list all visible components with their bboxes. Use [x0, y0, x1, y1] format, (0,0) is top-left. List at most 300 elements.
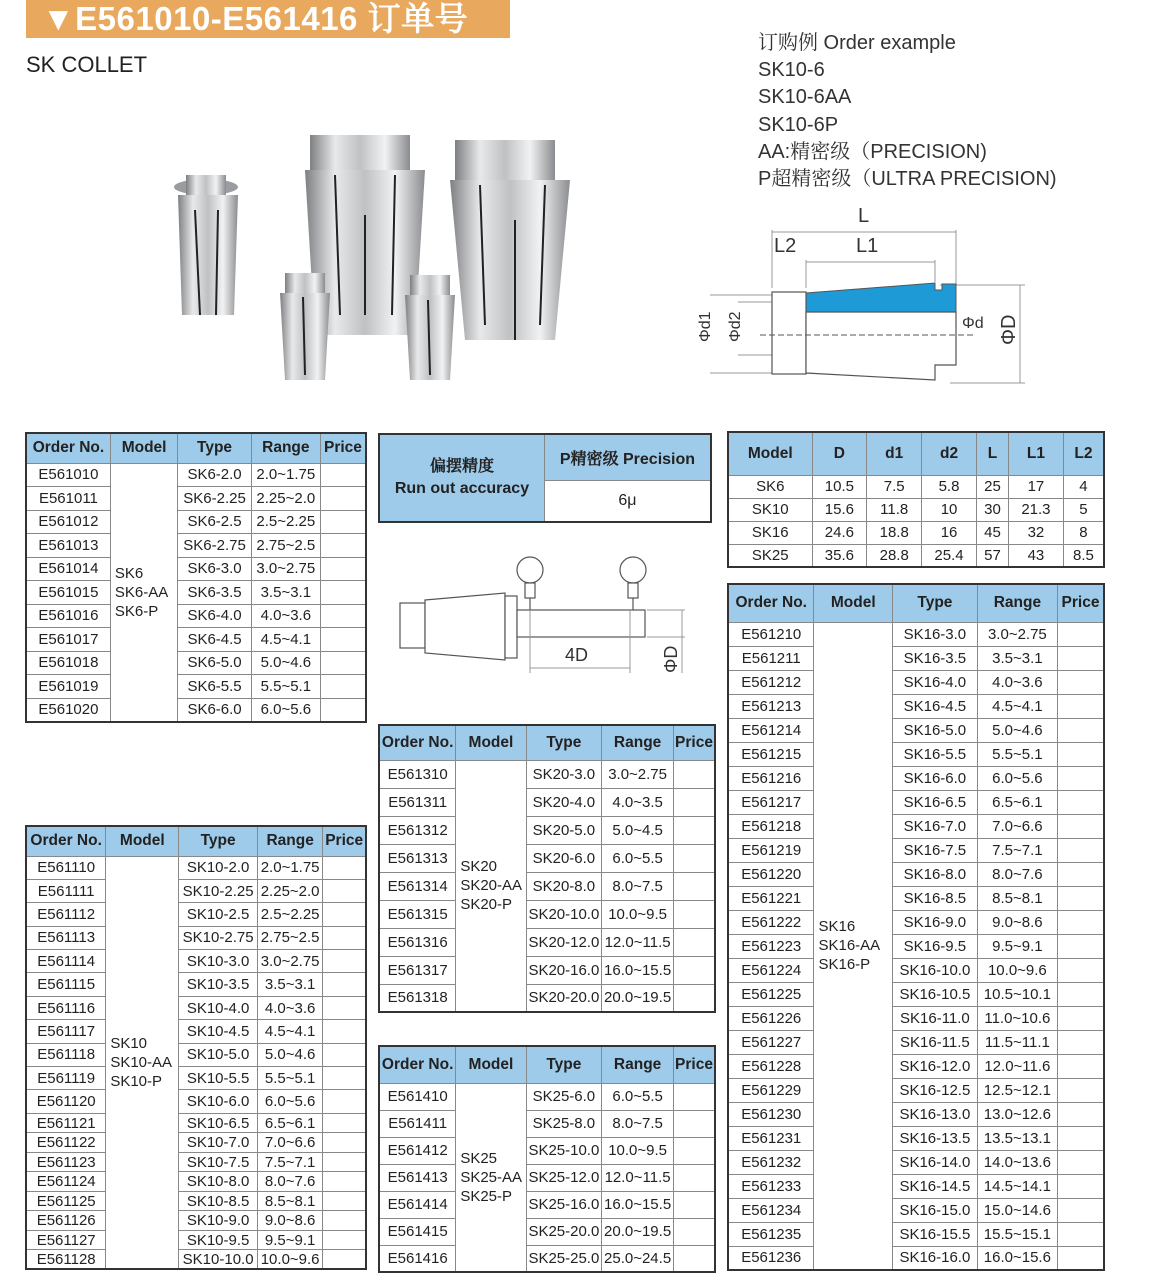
collet-small-1	[280, 273, 330, 380]
range-cell: 9.5~9.1	[977, 934, 1057, 958]
order-number: E561413	[379, 1164, 456, 1191]
range-cell: 5.0~4.6	[977, 718, 1057, 742]
price-cell	[323, 1113, 366, 1133]
table-row	[728, 838, 1104, 862]
type-cell: SK20-5.0	[526, 816, 602, 844]
order-number: E561017	[26, 628, 110, 652]
type-cell: SK16-4.5	[893, 694, 978, 718]
collet-small-2	[405, 275, 455, 380]
order-number: E561120	[26, 1090, 106, 1113]
range-cell: 3.0~2.75	[251, 557, 320, 581]
order-number: E561112	[26, 903, 106, 926]
range-cell: 5.0~4.5	[602, 816, 674, 844]
price-cell	[323, 1191, 366, 1211]
table-cell: 10	[922, 498, 977, 521]
column-header-range: Range	[602, 1046, 674, 1083]
price-cell	[320, 675, 366, 699]
price-cell	[1058, 862, 1104, 886]
column-header-price: Price	[673, 1046, 715, 1083]
table-row	[26, 581, 366, 605]
price-cell	[323, 879, 366, 902]
table-row	[728, 1222, 1104, 1246]
type-cell: SK10-8.0	[179, 1172, 258, 1192]
type-cell: SK20-20.0	[526, 984, 602, 1012]
table-row	[379, 1137, 715, 1164]
type-cell: SK16-9.0	[893, 910, 978, 934]
type-cell: SK10-5.5	[179, 1067, 258, 1090]
table-row	[379, 760, 715, 788]
range-cell: 12.0~11.5	[602, 928, 674, 956]
type-cell: SK20-6.0	[526, 844, 602, 872]
table-cell: 17	[1009, 475, 1064, 498]
type-cell: SK16-5.5	[893, 742, 978, 766]
table-row	[379, 1245, 715, 1272]
table-row	[728, 862, 1104, 886]
label-diameter: ΦD	[661, 645, 681, 673]
price-cell	[673, 788, 715, 816]
table-row	[26, 1067, 366, 1090]
price-cell	[673, 1110, 715, 1137]
price-cell	[1058, 1102, 1104, 1126]
order-number: E561222	[728, 910, 814, 934]
range-cell: 14.0~13.6	[977, 1150, 1057, 1174]
type-cell: SK10-2.25	[179, 879, 258, 902]
price-cell	[673, 900, 715, 928]
order-number: E561014	[26, 557, 110, 581]
price-cell	[323, 1152, 366, 1172]
price-cell	[1058, 1006, 1104, 1030]
table-row	[379, 816, 715, 844]
table-row	[26, 926, 366, 949]
model-cell	[106, 856, 179, 1269]
column-header-orderno: Order No.	[26, 433, 110, 463]
price-cell	[673, 1218, 715, 1245]
table-cell: 4	[1063, 475, 1104, 498]
range-cell: 25.0~24.5	[602, 1245, 674, 1272]
price-cell	[1058, 622, 1104, 646]
range-cell: 8.0~7.6	[977, 862, 1057, 886]
order-number: E561314	[379, 872, 456, 900]
range-cell: 16.0~15.5	[602, 1191, 674, 1218]
table-row	[728, 498, 1104, 521]
range-cell: 3.0~2.75	[602, 760, 674, 788]
range-cell: 5.5~5.1	[977, 742, 1057, 766]
price-cell	[1058, 1174, 1104, 1198]
type-cell: SK10-3.0	[179, 950, 258, 973]
order-number: E561412	[379, 1137, 456, 1164]
range-cell: 6.0~5.6	[977, 766, 1057, 790]
table-cell: 25	[976, 475, 1008, 498]
table-row	[26, 1020, 366, 1043]
dimensions-table	[727, 431, 1105, 568]
table-row	[728, 1198, 1104, 1222]
order-number: E561126	[26, 1211, 106, 1231]
type-cell: SK6-3.0	[178, 557, 251, 581]
label-4d: 4D	[565, 645, 589, 665]
type-cell: SK10-2.0	[179, 856, 258, 879]
price-cell	[1058, 1054, 1104, 1078]
price-cell	[1058, 670, 1104, 694]
type-cell: SK10-4.0	[179, 996, 258, 1019]
price-cell	[673, 844, 715, 872]
range-cell: 9.0~8.6	[977, 910, 1057, 934]
type-cell: SK16-3.5	[893, 646, 978, 670]
type-cell: SK16-14.5	[893, 1174, 978, 1198]
type-cell: SK10-8.5	[179, 1191, 258, 1211]
table-row	[26, 996, 366, 1019]
range-cell: 12.5~12.1	[977, 1078, 1057, 1102]
column-header-type: Type	[179, 826, 258, 856]
price-cell	[323, 1090, 366, 1113]
order-number: E561232	[728, 1150, 814, 1174]
price-cell	[320, 628, 366, 652]
table-cell: 8	[1063, 521, 1104, 544]
range-cell: 2.25~2.0	[257, 879, 322, 902]
range-cell: 5.0~4.6	[257, 1043, 322, 1066]
type-cell: SK16-13.5	[893, 1126, 978, 1150]
price-cell	[323, 1067, 366, 1090]
table-row	[26, 1250, 366, 1270]
label-L2: L2	[774, 235, 797, 257]
order-number: E561124	[26, 1172, 106, 1192]
column-header-orderno: Order No.	[379, 1046, 456, 1083]
table-row	[26, 487, 366, 511]
table-row	[728, 475, 1104, 498]
column-header: L1	[1009, 432, 1064, 475]
precision-column-header: P精密级 Precision	[544, 434, 711, 480]
price-cell	[323, 1020, 366, 1043]
table-row	[728, 1054, 1104, 1078]
table-row	[728, 982, 1104, 1006]
table-cell: 32	[1009, 521, 1064, 544]
range-cell: 20.0~19.5	[602, 1218, 674, 1245]
table-cell: 5.8	[922, 475, 977, 498]
table-cell: 35.6	[812, 544, 867, 567]
order-example	[758, 30, 1057, 193]
range-cell: 15.5~15.1	[977, 1222, 1057, 1246]
price-cell	[1058, 1150, 1104, 1174]
range-cell: 4.5~4.1	[977, 694, 1057, 718]
order-number: E561128	[26, 1250, 106, 1270]
type-cell: SK6-2.5	[178, 510, 251, 534]
table-cell: 7.5	[867, 475, 922, 498]
type-cell: SK16-8.5	[893, 886, 978, 910]
type-cell: SK16-8.0	[893, 862, 978, 886]
table-cell: 21.3	[1009, 498, 1064, 521]
table-row	[728, 718, 1104, 742]
table-row	[26, 973, 366, 996]
runout-test-drawing	[385, 548, 705, 678]
range-cell: 15.0~14.6	[977, 1198, 1057, 1222]
range-cell: 2.75~2.5	[251, 534, 320, 558]
type-cell: SK16-3.0	[893, 622, 978, 646]
model-name: SK10	[110, 1034, 148, 1052]
table-row	[26, 698, 366, 722]
table-row	[26, 534, 366, 558]
type-cell: SK20-3.0	[526, 760, 602, 788]
model-cell	[456, 760, 526, 1012]
order-number: E561318	[379, 984, 456, 1012]
range-cell: 5.0~4.6	[251, 651, 320, 675]
range-cell: 8.0~7.5	[602, 872, 674, 900]
order-number: E561218	[728, 814, 814, 838]
table-cell: 10.5	[812, 475, 867, 498]
type-cell: SK20-12.0	[526, 928, 602, 956]
range-cell: 13.0~12.6	[977, 1102, 1057, 1126]
price-cell	[1058, 646, 1104, 670]
range-cell: 7.0~6.6	[977, 814, 1057, 838]
table-row	[728, 1126, 1104, 1150]
table-row	[728, 694, 1104, 718]
range-cell: 5.5~5.1	[257, 1067, 322, 1090]
price-cell	[1058, 982, 1104, 1006]
table-row	[728, 646, 1104, 670]
table-row	[379, 1218, 715, 1245]
dial-indicator-icon	[620, 557, 646, 583]
price-cell	[673, 816, 715, 844]
table-row	[379, 928, 715, 956]
range-cell: 14.5~14.1	[977, 1174, 1057, 1198]
table-header-row	[728, 432, 1104, 475]
order-example-line: P超精密级（ULTRA PRECISION)	[758, 168, 1057, 191]
range-cell: 6.0~5.6	[257, 1090, 322, 1113]
order-number: E561122	[26, 1133, 106, 1153]
price-cell	[673, 1191, 715, 1218]
table-row	[26, 879, 366, 902]
range-cell: 4.5~4.1	[257, 1020, 322, 1043]
range-cell: 9.0~8.6	[257, 1211, 322, 1231]
table-row	[728, 1078, 1104, 1102]
price-cell	[1058, 1030, 1104, 1054]
type-cell: SK20-10.0	[526, 900, 602, 928]
order-number: E561234	[728, 1198, 814, 1222]
table-row	[728, 934, 1104, 958]
type-cell: SK6-4.5	[178, 628, 251, 652]
range-cell: 12.0~11.6	[977, 1054, 1057, 1078]
column-header-price: Price	[1058, 584, 1104, 622]
table-row	[26, 1191, 366, 1211]
label-L: L	[858, 205, 870, 227]
range-cell: 2.25~2.0	[251, 487, 320, 511]
order-number: E561119	[26, 1067, 106, 1090]
range-cell: 3.5~3.1	[251, 581, 320, 605]
label-L1: L1	[856, 235, 879, 257]
type-cell: SK16-16.0	[893, 1246, 978, 1270]
table-row	[728, 814, 1104, 838]
order-number: E561227	[728, 1030, 814, 1054]
table-cell: 57	[976, 544, 1008, 567]
type-cell: SK16-6.0	[893, 766, 978, 790]
type-cell: SK16-11.5	[893, 1030, 978, 1054]
table-cell: 30	[976, 498, 1008, 521]
table-row	[728, 742, 1104, 766]
model-name: SK25-AA	[460, 1168, 523, 1186]
range-cell: 10.0~9.5	[602, 900, 674, 928]
type-cell: SK16-11.0	[893, 1006, 978, 1030]
order-number: E561226	[728, 1006, 814, 1030]
price-cell	[1058, 1078, 1104, 1102]
type-cell: SK16-6.5	[893, 790, 978, 814]
order-number: E561010	[26, 463, 110, 487]
order-number: E561123	[26, 1152, 106, 1172]
type-cell: SK6-4.0	[178, 604, 251, 628]
price-cell	[1058, 742, 1104, 766]
table-row	[379, 956, 715, 984]
catalog-banner: ▼E561010-E561416 订单号	[26, 0, 510, 38]
column-header-range: Range	[257, 826, 322, 856]
table-row	[26, 557, 366, 581]
type-cell: SK25-10.0	[526, 1137, 602, 1164]
price-cell	[1058, 790, 1104, 814]
price-cell	[320, 557, 366, 581]
collet-large-2	[450, 140, 570, 340]
order-number: E561118	[26, 1043, 106, 1066]
model-name: SK25	[460, 1149, 498, 1167]
table-row	[26, 1230, 366, 1250]
type-cell: SK6-2.0	[178, 463, 251, 487]
price-cell	[673, 760, 715, 788]
model-name: SK10-P	[110, 1072, 163, 1090]
column-header-range: Range	[251, 433, 320, 463]
order-number: E561223	[728, 934, 814, 958]
price-cell	[323, 1250, 366, 1270]
column-header-type: Type	[893, 584, 978, 622]
range-cell: 4.0~3.6	[977, 670, 1057, 694]
order-number: E561225	[728, 982, 814, 1006]
table-row	[26, 651, 366, 675]
runout-row-header	[379, 434, 544, 522]
label-d1: Φd1	[697, 311, 714, 342]
price-cell	[1058, 886, 1104, 910]
price-cell	[320, 463, 366, 487]
order-number: E561018	[26, 651, 110, 675]
type-cell: SK6-6.0	[178, 698, 251, 722]
table-row	[26, 1113, 366, 1133]
table-row	[26, 1133, 366, 1153]
range-cell: 8.0~7.5	[602, 1110, 674, 1137]
order-number: E561410	[379, 1083, 456, 1110]
sk6-order-table	[25, 432, 367, 723]
type-cell: SK10-4.5	[179, 1020, 258, 1043]
price-cell	[1058, 838, 1104, 862]
price-cell	[323, 1230, 366, 1250]
price-cell	[320, 534, 366, 558]
range-cell: 4.5~4.1	[251, 628, 320, 652]
column-header: d2	[922, 432, 977, 475]
range-cell: 13.5~13.1	[977, 1126, 1057, 1150]
order-number: E561311	[379, 788, 456, 816]
table-row	[728, 886, 1104, 910]
type-cell: SK10-9.5	[179, 1230, 258, 1250]
range-cell: 4.0~3.5	[602, 788, 674, 816]
type-cell: SK25-20.0	[526, 1218, 602, 1245]
order-number: E561216	[728, 766, 814, 790]
table-cell: SK16	[728, 521, 812, 544]
price-cell	[1058, 934, 1104, 958]
table-row	[728, 910, 1104, 934]
table-row	[728, 1102, 1104, 1126]
price-cell	[323, 950, 366, 973]
table-row	[379, 1191, 715, 1218]
range-cell: 11.0~10.6	[977, 1006, 1057, 1030]
table-row	[728, 766, 1104, 790]
order-number: E561415	[379, 1218, 456, 1245]
table-cell: 24.6	[812, 521, 867, 544]
price-cell	[323, 1211, 366, 1231]
type-cell: SK16-9.5	[893, 934, 978, 958]
table-row	[728, 521, 1104, 544]
range-cell: 7.5~7.1	[257, 1152, 322, 1172]
type-cell: SK20-16.0	[526, 956, 602, 984]
order-number: E561221	[728, 886, 814, 910]
price-cell	[320, 651, 366, 675]
range-cell: 2.75~2.5	[257, 926, 322, 949]
model-name: SK20-P	[460, 896, 513, 914]
table-row	[728, 1006, 1104, 1030]
table-row	[379, 1164, 715, 1191]
table-row	[26, 1211, 366, 1231]
model-name: SK16-P	[818, 956, 871, 974]
range-cell: 20.0~19.5	[602, 984, 674, 1012]
order-number: E561228	[728, 1054, 814, 1078]
range-cell: 10.5~10.1	[977, 982, 1057, 1006]
type-cell: SK16-15.0	[893, 1198, 978, 1222]
sk25-order-table	[378, 1045, 716, 1273]
order-number: E561111	[26, 879, 106, 902]
collet-medium	[174, 175, 238, 315]
range-cell: 6.5~6.1	[977, 790, 1057, 814]
column-header-model: Model	[456, 1046, 526, 1083]
table-row	[379, 1083, 715, 1110]
table-cell: SK6	[728, 475, 812, 498]
type-cell: SK10-2.5	[179, 903, 258, 926]
order-number: E561127	[26, 1230, 106, 1250]
table-row	[728, 790, 1104, 814]
order-number: E561416	[379, 1245, 456, 1272]
price-cell	[1058, 718, 1104, 742]
type-cell: SK20-4.0	[526, 788, 602, 816]
table-cell: 28.8	[867, 544, 922, 567]
order-number: E561315	[379, 900, 456, 928]
order-number: E561312	[379, 816, 456, 844]
table-cell: SK25	[728, 544, 812, 567]
type-cell: SK16-7.5	[893, 838, 978, 862]
table-cell: 16	[922, 521, 977, 544]
table-row	[728, 622, 1104, 646]
table-cell: 18.8	[867, 521, 922, 544]
price-cell	[320, 604, 366, 628]
model-name: SK20	[460, 858, 498, 876]
column-header: d1	[867, 432, 922, 475]
order-number: E561114	[26, 950, 106, 973]
order-number: E561113	[26, 926, 106, 949]
price-cell	[673, 956, 715, 984]
table-row	[26, 903, 366, 926]
table-row	[26, 463, 366, 487]
order-example-line: SK10-6AA	[758, 86, 852, 109]
range-cell: 16.0~15.5	[602, 956, 674, 984]
column-header: D	[812, 432, 867, 475]
table-row	[26, 510, 366, 534]
table-row	[26, 628, 366, 652]
table-cell: 45	[976, 521, 1008, 544]
collet-product-photo	[160, 125, 580, 385]
label-d2: Φd2	[727, 311, 744, 342]
taper-highlight	[806, 283, 956, 312]
column-header-model: Model	[814, 584, 893, 622]
order-number: E561211	[728, 646, 814, 670]
order-number: E561230	[728, 1102, 814, 1126]
